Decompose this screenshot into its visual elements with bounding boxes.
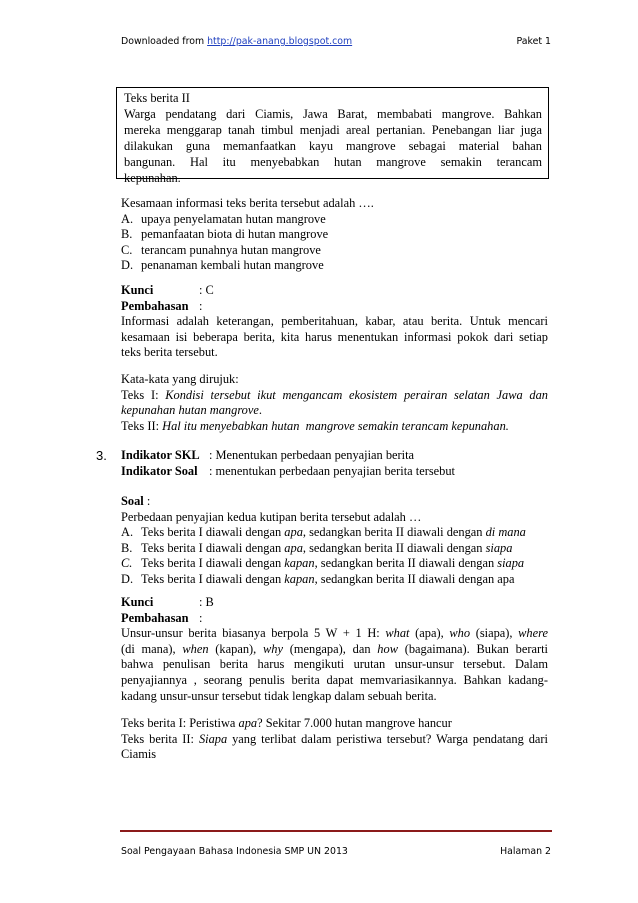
news-box-line: dilakukan guna memanfaatkan kayu mangrove sebagai material bahan — [124, 139, 542, 153]
q3-option-c: C. Teks berita I diawali dengan kapan, sedangkan berita II diawali dengan siapa — [121, 556, 525, 571]
q3-option-a: A. Teks berita I diawali dengan apa, sedangkan berita II diawali dengan di mana — [121, 525, 526, 540]
indikator-soal: Indikator Soal : menentukan perbedaan penyajian berita tersebut — [121, 463, 455, 478]
q2-option-d: D. penanaman kembali hutan mangrove — [121, 258, 324, 273]
paket-label: Paket 1 — [516, 36, 551, 47]
question-number-3: 3. — [96, 448, 107, 463]
q3-explanation-line: (di mana), when (kapan), why (mengapa), dan how (bagaimana). Bukan berarti — [121, 641, 548, 656]
q2-answer-block — [121, 283, 548, 361]
q3-question: Perbedaan penyajian kedua kutipan berita tersebut adalah … — [121, 509, 422, 524]
q2-option-c: C. terancam punahnya hutan mangrove — [121, 242, 321, 257]
news-box-line: Warga pendatang dari Ciamis, Jawa Barat, membabati mangrove. Bahkan — [124, 107, 542, 121]
teks-berita-2: Teks berita II: Siapa yang terlibat dalam peristiwa tersebut? Warga pendatang dari — [121, 731, 548, 746]
q2-referred-words — [121, 372, 548, 434]
source-link[interactable]: http://pak-anang.blogspot.com — [207, 36, 353, 47]
q2-question: Kesamaan informasi teks berita tersebut adalah …. — [121, 196, 374, 210]
q3-answer-block — [121, 595, 548, 704]
q3-explanation-line: kadang unsur-unsur tersebut tidak lengkap dalam sebuah berita. — [121, 688, 437, 703]
q3-explanation-line: Unsur-unsur berita biasanya berpola 5 W + 1 H: what (apa), who (siapa), where — [121, 626, 548, 641]
q2-explanation-line: teks berita tersebut. — [121, 345, 218, 360]
q2-explanation-line: kesamaan isi beberapa berita, kita harus menentukan informasi pokok dari setiap — [121, 329, 548, 344]
q3-option-d: D. Teks berita I diawali dengan kapan, sedangkan berita II diawali dengan apa — [121, 571, 515, 586]
page-header — [121, 36, 551, 52]
q3-teks-berita — [121, 716, 548, 763]
q3-indicators — [121, 448, 548, 479]
teks1-line2: kepunahan hutan mangrove. — [121, 403, 262, 418]
header-source — [121, 36, 352, 47]
news-box-line: kepunahan. — [124, 171, 181, 185]
news-box-title: Teks berita II — [124, 91, 190, 105]
q3-option-b: B. Teks berita I diawali dengan apa, sedangkan berita II diawali dengan siapa — [121, 540, 513, 555]
teks-berita-1: Teks berita I: Peristiwa apa? Sekitar 7.000 hutan mangrove hancur — [121, 716, 452, 730]
footer-divider — [120, 830, 552, 832]
page-footer — [121, 846, 551, 862]
q3-kunci: Kunci : B — [121, 595, 214, 609]
news-box-line: bangunan. Hal itu menyebabkan hutan mangrove semakin terancam — [124, 155, 542, 169]
kata-kata-heading: Kata-kata yang dirujuk: — [121, 372, 239, 386]
q2-explanation-line: Informasi adalah keterangan, pemberitahuan, kabar, atau berita. Untuk mencari — [121, 314, 548, 329]
q3-explanation-line: bahwa penulisan berita harus mengikuti urutan unsur-unsur tersebut. Dalam — [121, 657, 548, 672]
q3-pembahasan: Pembahasan : — [121, 610, 203, 625]
q2-option-a: A. upaya penyelamatan hutan mangrove — [121, 211, 326, 226]
indikator-skl: Indikator SKL : Menentukan perbedaan penyajian berita — [121, 448, 415, 462]
q3-explanation-line: penyajiannya , seorang penulis berita dapat memvariasikannya. Bahkan kadang- — [121, 672, 548, 687]
teks-berita-2-cont: Ciamis — [121, 747, 157, 762]
downloaded-from-label: Downloaded from — [121, 36, 208, 47]
footer-title: Soal Pengayaan Bahasa Indonesia SMP UN 2013 — [121, 846, 348, 857]
teks2-line: Teks II: Hal itu menyebabkan hutan mangrove semakin terancam kepunahan. — [121, 418, 509, 433]
news-box-line: mereka menggarap tanah timbul menjadi areal pertanian. Penebangan liar juga — [124, 123, 542, 137]
news-text-box — [116, 87, 549, 185]
q3-question-block — [121, 494, 548, 588]
q2-question-block — [121, 196, 548, 274]
soal-label-row: Soal : — [121, 494, 151, 508]
q2-option-b: B. pemanfaatan biota di hutan mangrove — [121, 227, 329, 242]
q2-kunci: Kunci : C — [121, 283, 214, 297]
q2-pembahasan: Pembahasan : — [121, 298, 203, 313]
teks1-line1: Teks I: Kondisi tersebut ikut mengancam ekosistem perairan selatan Jawa dan — [121, 387, 549, 402]
page-number: Halaman 2 — [500, 846, 551, 857]
